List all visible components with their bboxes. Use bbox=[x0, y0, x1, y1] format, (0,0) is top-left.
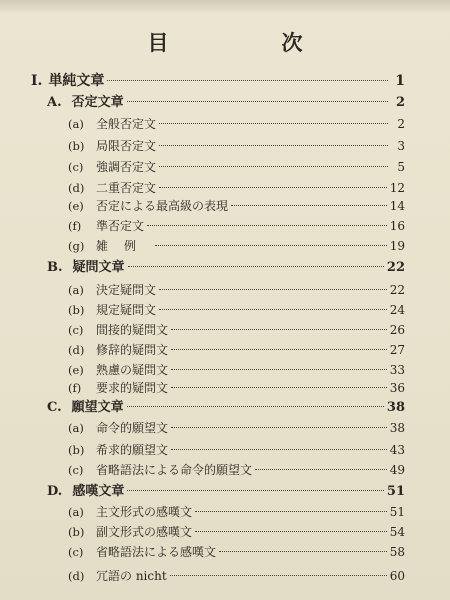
toc-item-label bbox=[68, 320, 168, 340]
toc-item-number: (e) bbox=[68, 199, 84, 213]
toc-item-text: 省略語法による命令的願望文 bbox=[96, 463, 253, 477]
dot-leader bbox=[195, 530, 387, 532]
toc-item-label bbox=[68, 216, 144, 236]
toc-item-page-number: 22 bbox=[389, 283, 405, 297]
toc-item-page-number: 43 bbox=[389, 443, 405, 457]
toc-item-label bbox=[68, 157, 156, 177]
toc-item-label bbox=[68, 300, 156, 320]
dot-leader bbox=[159, 144, 388, 146]
toc-section-text: 願望文章 bbox=[71, 400, 124, 415]
toc-item-number: (a) bbox=[68, 505, 84, 519]
toc-section-page-number: 38 bbox=[386, 400, 405, 415]
toc-item-number: (d) bbox=[68, 343, 85, 357]
toc-item-number: (d) bbox=[68, 181, 85, 195]
toc-item-page-number: 33 bbox=[389, 363, 405, 377]
dot-leader bbox=[171, 348, 387, 350]
toc-item bbox=[68, 378, 405, 398]
toc-item-page-number: 2 bbox=[397, 117, 405, 131]
toc-item-text: 規定疑問文 bbox=[96, 303, 157, 317]
toc-item-text: 否定による最高級の表現 bbox=[96, 199, 229, 213]
toc-item-label bbox=[68, 114, 156, 134]
toc-item bbox=[68, 566, 405, 586]
dot-leader bbox=[155, 244, 387, 246]
toc-item-text: 決定疑問文 bbox=[96, 283, 157, 297]
toc-section-number: C. bbox=[47, 400, 62, 415]
toc-section-page-number: 51 bbox=[386, 484, 405, 499]
toc-item-label bbox=[68, 378, 168, 398]
toc-item-number: (f) bbox=[68, 219, 82, 233]
toc-item-number: (g) bbox=[68, 239, 85, 253]
dot-leader bbox=[127, 489, 384, 491]
toc-item-label bbox=[68, 440, 168, 460]
toc-item-label bbox=[68, 542, 216, 562]
dot-leader bbox=[231, 204, 387, 206]
toc-item-text: 修辞的疑問文 bbox=[96, 343, 169, 357]
toc-section-number: D. bbox=[47, 484, 63, 499]
toc-section-label bbox=[47, 398, 124, 418]
dot-leader bbox=[171, 386, 387, 388]
toc-chapter bbox=[31, 71, 405, 91]
toc-item bbox=[68, 418, 405, 438]
toc-item-number: (c) bbox=[68, 545, 84, 559]
toc-item-text: 局限否定文 bbox=[96, 139, 157, 153]
toc-item-label bbox=[68, 460, 252, 480]
dot-leader bbox=[255, 468, 387, 470]
toc-item-text: 雑例 bbox=[96, 239, 153, 253]
dot-leader bbox=[171, 368, 387, 370]
toc-section-label bbox=[47, 258, 125, 278]
dot-leader bbox=[147, 224, 387, 226]
toc-item bbox=[68, 340, 405, 360]
toc-item bbox=[68, 522, 405, 542]
toc-item-number: (a) bbox=[68, 117, 84, 131]
dot-leader bbox=[128, 265, 384, 267]
toc-item-label bbox=[68, 522, 192, 542]
toc-item bbox=[68, 440, 405, 460]
toc-item-text: 主文形式の感嘆文 bbox=[96, 505, 193, 519]
toc-section-number: A. bbox=[47, 95, 62, 110]
toc-item-text: 強調否定文 bbox=[96, 160, 157, 174]
dot-leader bbox=[159, 165, 388, 167]
toc-section-number: B. bbox=[47, 260, 63, 275]
toc-item-label bbox=[68, 136, 156, 156]
toc-item-text: 冗語の nicht bbox=[96, 569, 167, 583]
toc-item-page-number: 5 bbox=[397, 160, 405, 174]
toc-item bbox=[68, 136, 405, 156]
toc-item-number: (b) bbox=[68, 525, 85, 539]
toc-item-page-number: 12 bbox=[389, 181, 405, 195]
toc-chapter-number: I. bbox=[31, 73, 43, 89]
toc-item-label bbox=[68, 502, 192, 522]
toc-item-page-number: 49 bbox=[389, 463, 405, 477]
dot-leader bbox=[159, 186, 387, 188]
toc-item-label bbox=[68, 280, 156, 300]
toc-item bbox=[68, 460, 405, 480]
toc-item-number: (f) bbox=[68, 381, 82, 395]
toc-item bbox=[68, 300, 405, 320]
toc-section-label bbox=[47, 482, 124, 502]
toc-item-text: 命令的願望文 bbox=[96, 421, 169, 435]
dot-leader bbox=[159, 308, 387, 310]
toc-item bbox=[68, 320, 405, 340]
toc-item bbox=[68, 502, 405, 522]
toc-section-label bbox=[47, 93, 124, 113]
toc-section bbox=[47, 482, 405, 502]
dot-leader bbox=[171, 448, 387, 450]
toc-item bbox=[68, 157, 405, 177]
toc-item-text: 希求的願望文 bbox=[96, 443, 169, 457]
toc-item-label bbox=[68, 178, 156, 198]
toc-section-text: 疑問文章 bbox=[72, 260, 125, 275]
toc-item-page-number: 54 bbox=[389, 525, 405, 539]
toc-section bbox=[47, 258, 405, 278]
toc-item-page-number: 51 bbox=[389, 505, 405, 519]
toc-item-text: 二重否定文 bbox=[96, 181, 157, 195]
page-title: 目 次 bbox=[147, 30, 349, 55]
toc-section-text: 感嘆文章 bbox=[72, 484, 125, 499]
toc-item bbox=[68, 236, 405, 256]
toc-item-page-number: 26 bbox=[389, 323, 405, 337]
toc-item bbox=[68, 114, 405, 134]
toc-item-label bbox=[68, 360, 168, 380]
toc-item bbox=[68, 196, 405, 216]
toc-item-label bbox=[68, 196, 228, 216]
toc-item-page-number: 58 bbox=[389, 545, 405, 559]
toc-item-number: (c) bbox=[68, 463, 84, 477]
toc-item-text: 省略語法による感嘆文 bbox=[96, 545, 217, 559]
toc-item-number: (a) bbox=[68, 283, 84, 297]
dot-leader bbox=[171, 426, 387, 428]
toc-item bbox=[68, 216, 405, 236]
toc-item-page-number: 27 bbox=[389, 343, 405, 357]
toc-section-text: 否定文章 bbox=[71, 95, 124, 110]
toc-item-text: 間接的疑問文 bbox=[96, 323, 169, 337]
toc-section-page-number: 2 bbox=[395, 95, 405, 110]
dot-leader bbox=[171, 328, 387, 330]
dot-leader bbox=[170, 574, 387, 576]
toc-item-page-number: 36 bbox=[389, 381, 405, 395]
dot-leader bbox=[127, 405, 384, 407]
toc-item-text: 熟慮の疑問文 bbox=[96, 363, 169, 377]
toc-item-number: (c) bbox=[68, 160, 84, 174]
dot-leader bbox=[159, 122, 388, 124]
toc-item-page-number: 24 bbox=[389, 303, 405, 317]
toc-item bbox=[68, 542, 405, 562]
toc-item-page-number: 60 bbox=[389, 569, 405, 583]
toc-chapter-text: 単純文章 bbox=[48, 73, 105, 89]
toc-item-text: 全般否定文 bbox=[96, 117, 157, 131]
toc-item-number: (a) bbox=[68, 421, 84, 435]
toc-chapter-page-number: 1 bbox=[395, 73, 405, 89]
dot-leader bbox=[195, 510, 387, 512]
toc-item-page-number: 3 bbox=[397, 139, 405, 153]
toc-item bbox=[68, 178, 405, 198]
toc-item-page-number: 14 bbox=[389, 199, 405, 213]
toc-item-page-number: 38 bbox=[389, 421, 405, 435]
toc-chapter-label bbox=[31, 71, 104, 91]
toc-item-label bbox=[68, 566, 167, 586]
dot-leader bbox=[127, 100, 388, 102]
toc-item-number: (b) bbox=[68, 303, 85, 317]
dot-leader bbox=[107, 79, 388, 81]
toc-item-number: (b) bbox=[68, 443, 85, 457]
toc-section bbox=[47, 93, 405, 113]
toc-item-page-number: 16 bbox=[389, 219, 405, 233]
toc-item-label bbox=[68, 418, 168, 438]
dot-leader bbox=[159, 288, 387, 290]
toc-item-number: (e) bbox=[68, 363, 84, 377]
toc-item-text: 準否定文 bbox=[96, 219, 145, 233]
toc-item-label bbox=[68, 236, 152, 256]
toc-item-number: (c) bbox=[68, 323, 84, 337]
toc-item-page-number: 19 bbox=[389, 239, 405, 253]
toc-item-number: (d) bbox=[68, 569, 85, 583]
toc-section bbox=[47, 398, 405, 418]
toc-item-text: 要求的疑問文 bbox=[96, 381, 169, 395]
toc-item-number: (b) bbox=[68, 139, 85, 153]
toc-item bbox=[68, 280, 405, 300]
dot-leader bbox=[219, 550, 387, 552]
toc-item-text: 副文形式の感嘆文 bbox=[96, 525, 193, 539]
toc-section-page-number: 22 bbox=[386, 260, 405, 275]
toc-item bbox=[68, 360, 405, 380]
toc-item-label bbox=[68, 340, 168, 360]
